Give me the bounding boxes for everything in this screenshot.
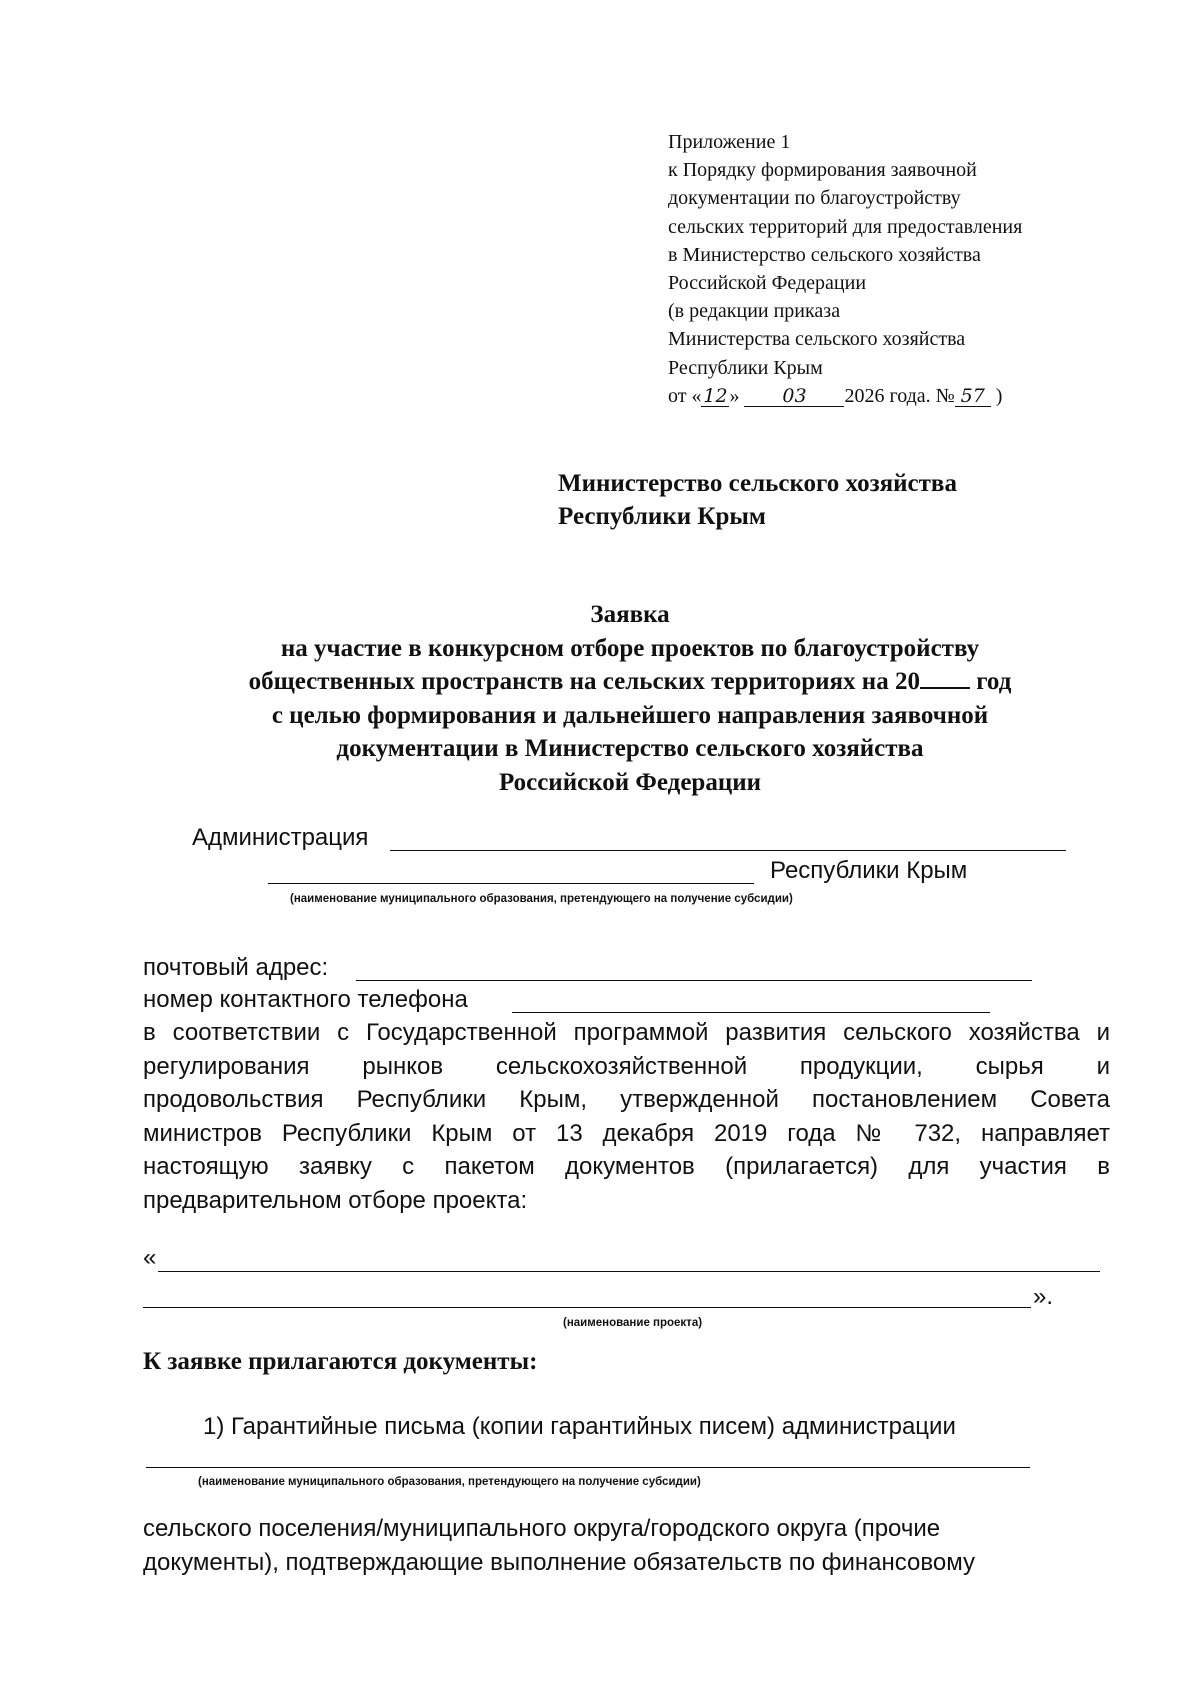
attachments-heading: К заявке прилагаются документы: <box>143 1348 538 1375</box>
paragraph-line: в соответствии с Государственной программой развития сельского хозяйства и <box>143 1019 1110 1046</box>
appendix-line: (в редакции приказа <box>668 300 841 323</box>
phone-field[interactable] <box>512 1012 990 1013</box>
municipality-field[interactable] <box>268 883 754 884</box>
appendix-date-line: от « 12» 03 2026 года. № 57 ) <box>668 384 1003 407</box>
appendix-line: Республики Крым <box>668 356 823 379</box>
application-paragraph <box>143 1016 1110 1218</box>
attachment-municipality-field[interactable] <box>146 1467 1030 1468</box>
paragraph-line: предварительном отборе проекта: <box>143 1186 528 1214</box>
quote-open: « <box>143 1244 157 1271</box>
paragraph-line: регулирования рынков сельскохозяйственной продукции, сырья и <box>143 1052 1110 1080</box>
title-line: Заявка <box>590 601 670 628</box>
date-day: 12 <box>703 384 728 407</box>
paragraph-line: министров Республики Крым от 13 декабря 2019 года № 732, направляет <box>143 1119 1110 1147</box>
title-line: документации в Министерство сельского хозяйства <box>336 735 924 762</box>
project-caption: (наименование проекта) <box>563 1317 703 1329</box>
project-name-field-1[interactable] <box>158 1271 1100 1272</box>
title-line: с целью формирования и дальнейшего направления заявочной <box>271 701 989 729</box>
title-line: Российской Федерации <box>498 768 762 796</box>
paragraph-line: продовольствия Республики Крым, утвержденной постановлением Совета <box>143 1086 1110 1114</box>
postal-address-field[interactable] <box>356 980 1032 981</box>
appendix-line: Приложение 1 <box>668 131 791 153</box>
appendix-line: в Министерство сельского хозяйства <box>668 243 981 266</box>
document-title <box>150 598 1110 799</box>
appendix-line: Министерства сельского хозяйства <box>668 328 966 351</box>
municipality-caption: (наименование муниципального образования, претендующего на получение субсидии) <box>290 893 793 905</box>
attachment-continuation: сельского поселения/муниципального округа/городского округа (прочие <box>143 1515 941 1542</box>
project-name-field-2[interactable] <box>143 1307 1031 1308</box>
quote-close: ». <box>1033 1283 1054 1310</box>
attachment-municipality-caption: (наименование муниципального образования, претендующего на получение субсидии) <box>198 1476 701 1488</box>
phone-label: номер контактного телефона <box>143 986 468 1013</box>
administration-field[interactable] <box>390 850 1066 851</box>
recipient-line: Республики Крым <box>558 503 766 530</box>
recipient-block <box>558 467 957 533</box>
appendix-line: документации по благоустройству <box>668 187 961 210</box>
attachment-item-1: 1) Гарантийные письма (копии гарантийных писем) администрации <box>203 1413 956 1440</box>
appendix-line: сельских территорий для предоставления <box>668 215 1023 238</box>
year-blank[interactable] <box>920 665 970 689</box>
paragraph-line: настоящую заявку с пакетом документов (прилагается) для участия в <box>143 1153 1110 1181</box>
appendix-line: к Порядку формирования заявочной <box>668 159 977 182</box>
date-month: 03 <box>744 386 844 407</box>
attachment-continuation: документы), подтверждающие выполнение обязательств по финансовому <box>143 1549 975 1576</box>
appendix-block <box>668 128 1022 410</box>
recipient-line: Министерство сельского хозяйства <box>558 470 957 497</box>
administration-label: Администрация <box>192 824 369 851</box>
republic-label: Республики Крым <box>770 857 968 884</box>
title-line: на участие в конкурсном отборе проектов по благоустройству <box>280 634 980 662</box>
title-line: общественных пространств на сельских территориях на 20 год <box>150 665 1110 699</box>
postal-label: почтовый адрес: <box>143 954 329 981</box>
order-number: 57 <box>955 386 991 407</box>
appendix-line: Российской Федерации <box>668 272 867 295</box>
